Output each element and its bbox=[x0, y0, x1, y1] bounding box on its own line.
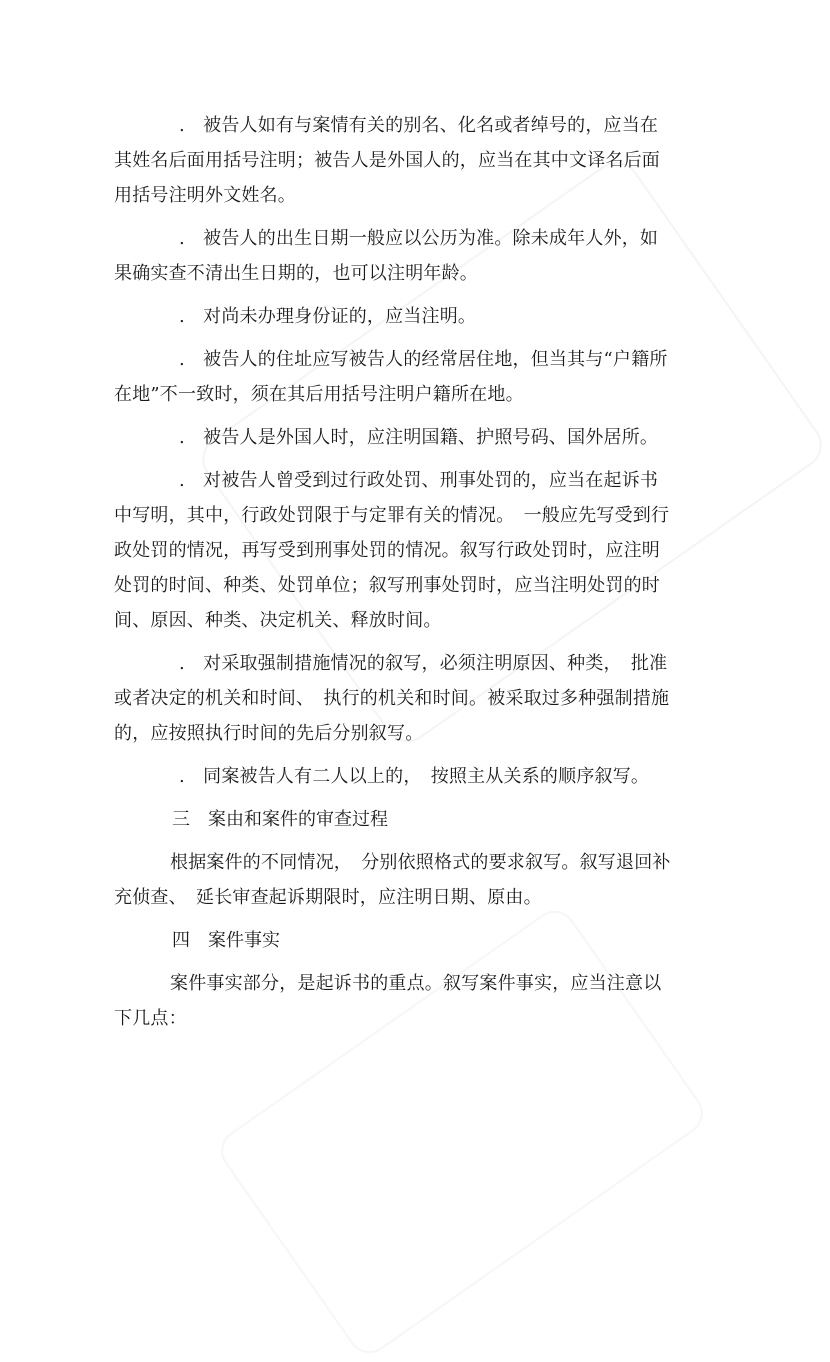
section-heading: 三 案由和案件的审查过程 bbox=[172, 809, 388, 830]
section-heading: 四 案件事实 bbox=[172, 930, 280, 951]
list-item: . 同案被告人有二人以上的， 按照主从关系的顺序叙写。 bbox=[179, 766, 650, 787]
list-item: . 被告人是外国人时，应注明国籍、护照号码、国外居所。 bbox=[179, 427, 659, 448]
list-item: . 被告人的出生日期一般应以公历为准。除未成年人外，如果确实查不清出生日期的，也可以注明年龄。 bbox=[114, 228, 659, 284]
list-item: . 被告人的住址应写被告人的经常居住地，但当其与“户籍所在地”不一致时，须在其后用括号注明户籍所在地。 bbox=[114, 349, 668, 405]
list-item: . 对尚未办理身份证的，应当注明。 bbox=[179, 306, 477, 327]
list-item: . 对被告人曾受到过行政处罚、刑事处罚的，应当在起诉书中写明，其中，行政处罚限于与定罪有关的情况。 一般应先写受到行政处罚的情况，再写受到刑事处罚的情况。叙写行政处罚时，应注明处罚的时间、种类、处罚单位；叙写刑事处罚时，应当注明处罚的时间、原因、种类、决定机关、释放时间。 bbox=[114, 470, 670, 631]
list-item: . 对采取强制措施情况的叙写，必须注明原因、种类， 批准或者决定的机关和时间、 执行的机关和时间。被采取过多种强制措施的，应按照执行时间的先后分别叙写。 bbox=[114, 653, 670, 744]
section-body: 根据案件的不同情况， 分别依照格式的要求叙写。叙写退回补充侦查、 延长审查起诉期限时，应注明日期、原由。 bbox=[114, 852, 671, 908]
document-page bbox=[114, 108, 674, 1044]
list-item: . 被告人如有与案情有关的别名、化名或者绰号的，应当在其姓名后面用括号注明；被告人是外国人的，应当在其中文译名后面用括号注明外文姓名。 bbox=[114, 115, 660, 206]
section-body: 案件事实部分，是起诉书的重点。叙写案件事实，应当注意以下几点： bbox=[114, 973, 662, 1029]
